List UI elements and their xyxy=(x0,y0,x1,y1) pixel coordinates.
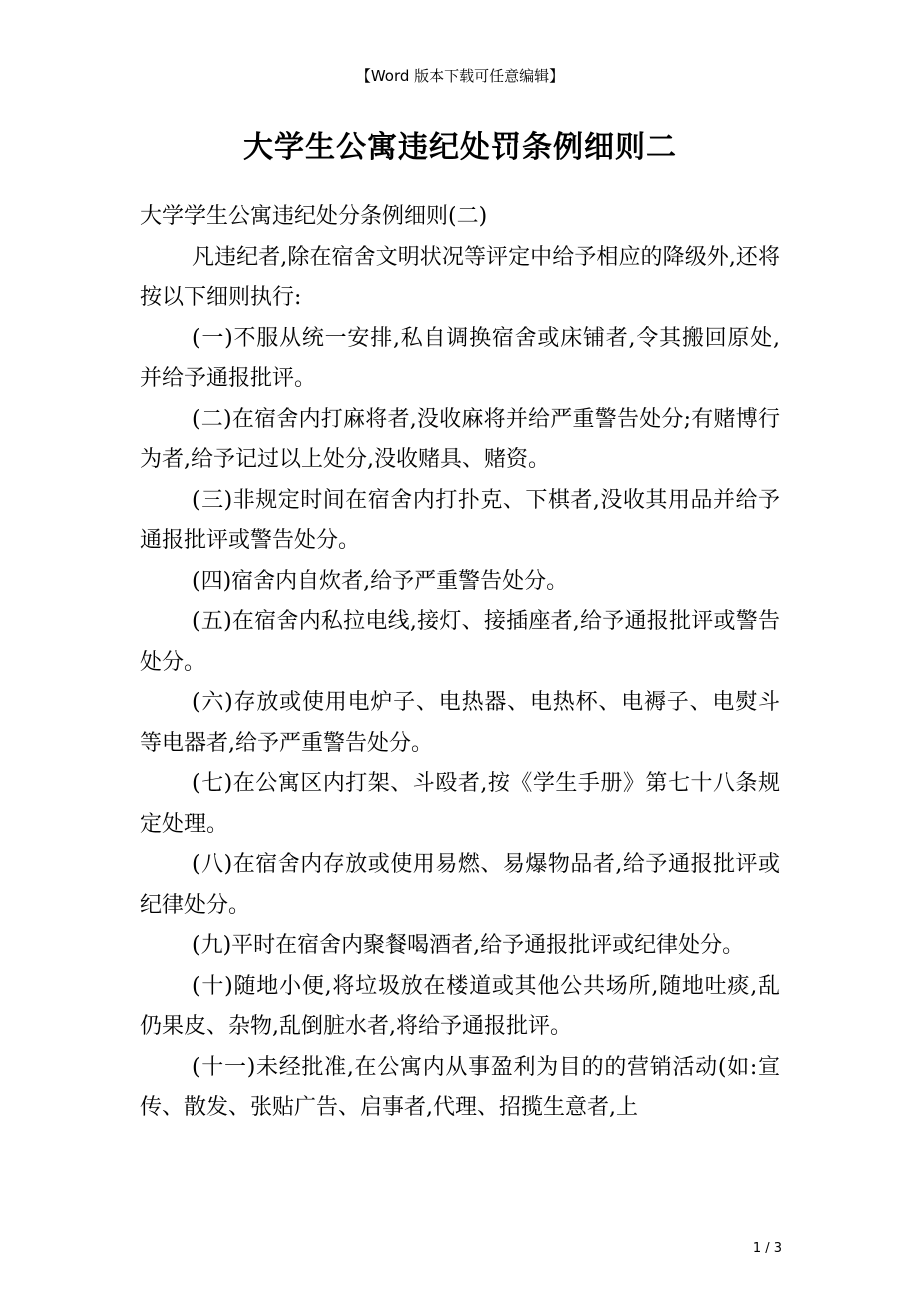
paragraph-item-6: (六)存放或使用电炉子、电热器、电热杯、电褥子、电熨斗等电器者,给予严重警告处分。 xyxy=(140,690,780,756)
paragraph-item-4: (四)宿舍内自炊者,给予严重警告处分。 xyxy=(192,568,569,594)
paragraph-item-8: (八)在宿舍内存放或使用易燃、易爆物品者,给予通报批评或纪律处分。 xyxy=(140,852,780,918)
paragraph-item-5: (五)在宿舍内私拉电线,接灯、接插座者,给予通报批评或警告处分。 xyxy=(140,609,780,675)
paragraph-item-9: (九)平时在宿舍内聚餐喝酒者,给予通报批评或纪律处分。 xyxy=(192,933,745,958)
page-number: 1 / 3 xyxy=(752,1241,782,1256)
paragraph-item-3: (三)非规定时间在宿舍内打扑克、下棋者,没收其用品并给予通报批评或警告处分。 xyxy=(140,487,780,553)
paragraph-item-10: (十)随地小便,将垃圾放在楼道或其他公共场所,随地吐痰,乱仍果皮、杂物,乱倒脏水者,将给予通报批评。 xyxy=(140,973,780,1039)
document-subtitle: 大学学生公寓违纪处分条例细则(二) xyxy=(140,204,488,229)
document-body xyxy=(140,197,780,1129)
paragraph-item-2: (二)在宿舍内打麻将者,没收麻将并给严重警告处分;有赌博行为者,给予记过以上处分,没收赌具、赌资。 xyxy=(140,406,780,472)
paragraph-item-11: (十一)未经批准,在公寓内从事盈利为目的的营销活动(如:宣传、散发、张贴广告、启事者,代理、招揽生意者,上 xyxy=(140,1054,780,1120)
paragraph-item-1: (一)不服从统一安排,私自调换宿舍或床铺者,令其搬回原处,并给予通报批评。 xyxy=(140,325,780,391)
paragraph-intro: 凡违纪者,除在宿舍文明状况等评定中给予相应的降级外,还将按以下细则执行: xyxy=(140,244,780,310)
paragraph-item-7: (七)在公寓区内打架、斗殴者,按《学生手册》第七十八条规定处理。 xyxy=(140,771,780,837)
document-title: 大学生公寓违纪处罚条例细则二 xyxy=(243,130,677,165)
header-note: 【Word 版本下载可任意编辑】 xyxy=(355,67,565,85)
